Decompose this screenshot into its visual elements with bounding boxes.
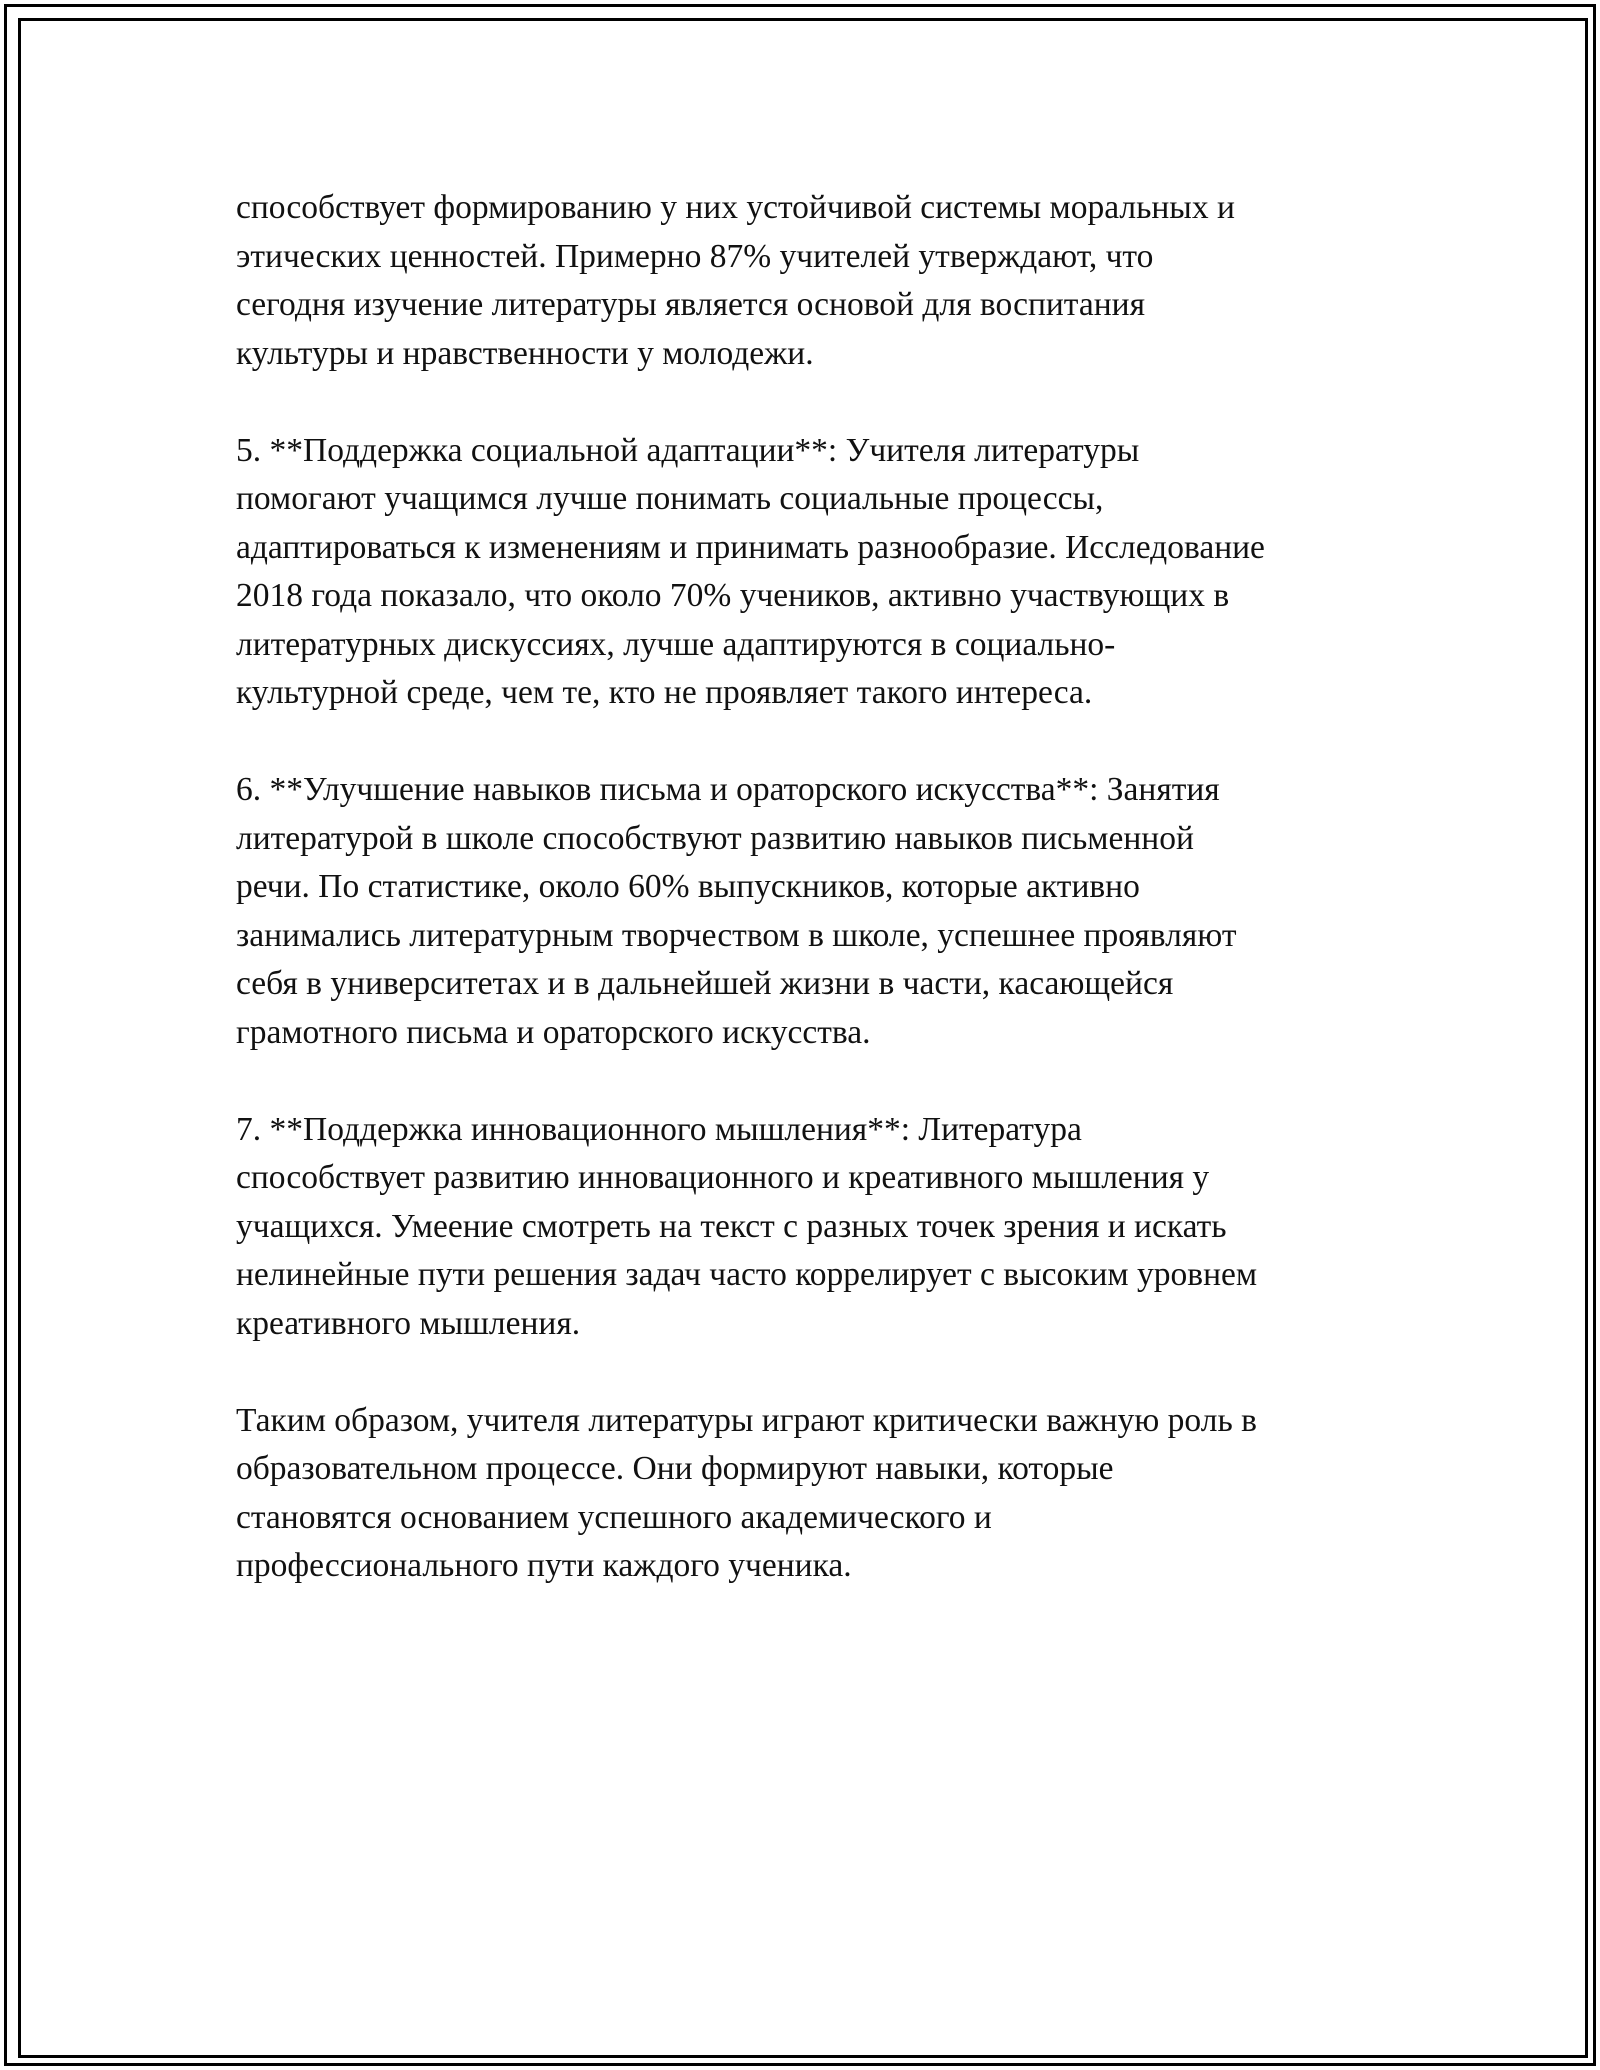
text-line: способствует формированию у них устойчивой системы моральных и [236, 189, 1235, 226]
text-line: профессионального пути каждого ученика. [236, 1547, 852, 1584]
text-line: нелинейные пути решения задач часто коррелирует с высоким уровнем [236, 1256, 1258, 1293]
text-line: 2018 года показало, что около 70% учеников, активно участвующих в [236, 577, 1230, 614]
text-line: креативного мышления. [236, 1304, 581, 1342]
text-line: этических ценностей. Примерно 87% учителей утверждают, что [236, 237, 1154, 275]
document-body [236, 184, 1376, 1639]
text-line: 6. **Улучшение навыков письма и ораторского искусства**: Занятия [236, 771, 1220, 808]
text-line: способствует развитию инновационного и креативного мышления у [236, 1159, 1210, 1196]
text-line: литературой в школе способствуют развитию навыков письменной [236, 819, 1194, 857]
text-line: грамотного письма и ораторского искусства. [236, 1013, 871, 1051]
paragraph-item-5 [236, 427, 1376, 718]
paragraph-moral-values [236, 184, 1376, 378]
text-line: речи. По статистике, около 60% выпускников, которые активно [236, 868, 1140, 905]
text-line: помогают учащимся лучше понимать социальные процессы, [236, 480, 1104, 517]
paragraph-conclusion [236, 1397, 1376, 1591]
text-line: образовательном процессе. Они формируют навыки, которые [236, 1450, 1114, 1487]
text-line: культурной среде, чем те, кто не проявляет такого интереса. [236, 674, 1093, 711]
text-line: культуры и нравственности у молодежи. [236, 334, 814, 372]
text-line: адаптироваться к изменениям и принимать разнообразие. Исследование [236, 528, 1265, 566]
text-line: себя в университетах и в дальнейшей жизни в части, касающейся [236, 965, 1174, 1002]
paragraph-item-6 [236, 766, 1376, 1057]
text-line: 7. **Поддержка инновационного мышления**: Литература [236, 1110, 1082, 1148]
text-line: становятся основанием успешного академического и [236, 1498, 992, 1536]
text-line: занимались литературным творчеством в школе, успешнее проявляют [236, 916, 1237, 954]
paragraph-item-7 [236, 1106, 1376, 1349]
text-line: 5. **Поддержка социальной адаптации**: Учителя литературы [236, 431, 1140, 469]
text-line: литературных дискуссиях, лучше адаптируются в социально- [236, 625, 1116, 663]
text-line: Таким образом, учителя литературы играют критически важную роль в [236, 1401, 1257, 1439]
text-line: учащихся. Умеение смотреть на текст с разных точек зрения и искать [236, 1207, 1227, 1245]
text-line: сегодня изучение литературы является основой для воспитания [236, 286, 1145, 323]
